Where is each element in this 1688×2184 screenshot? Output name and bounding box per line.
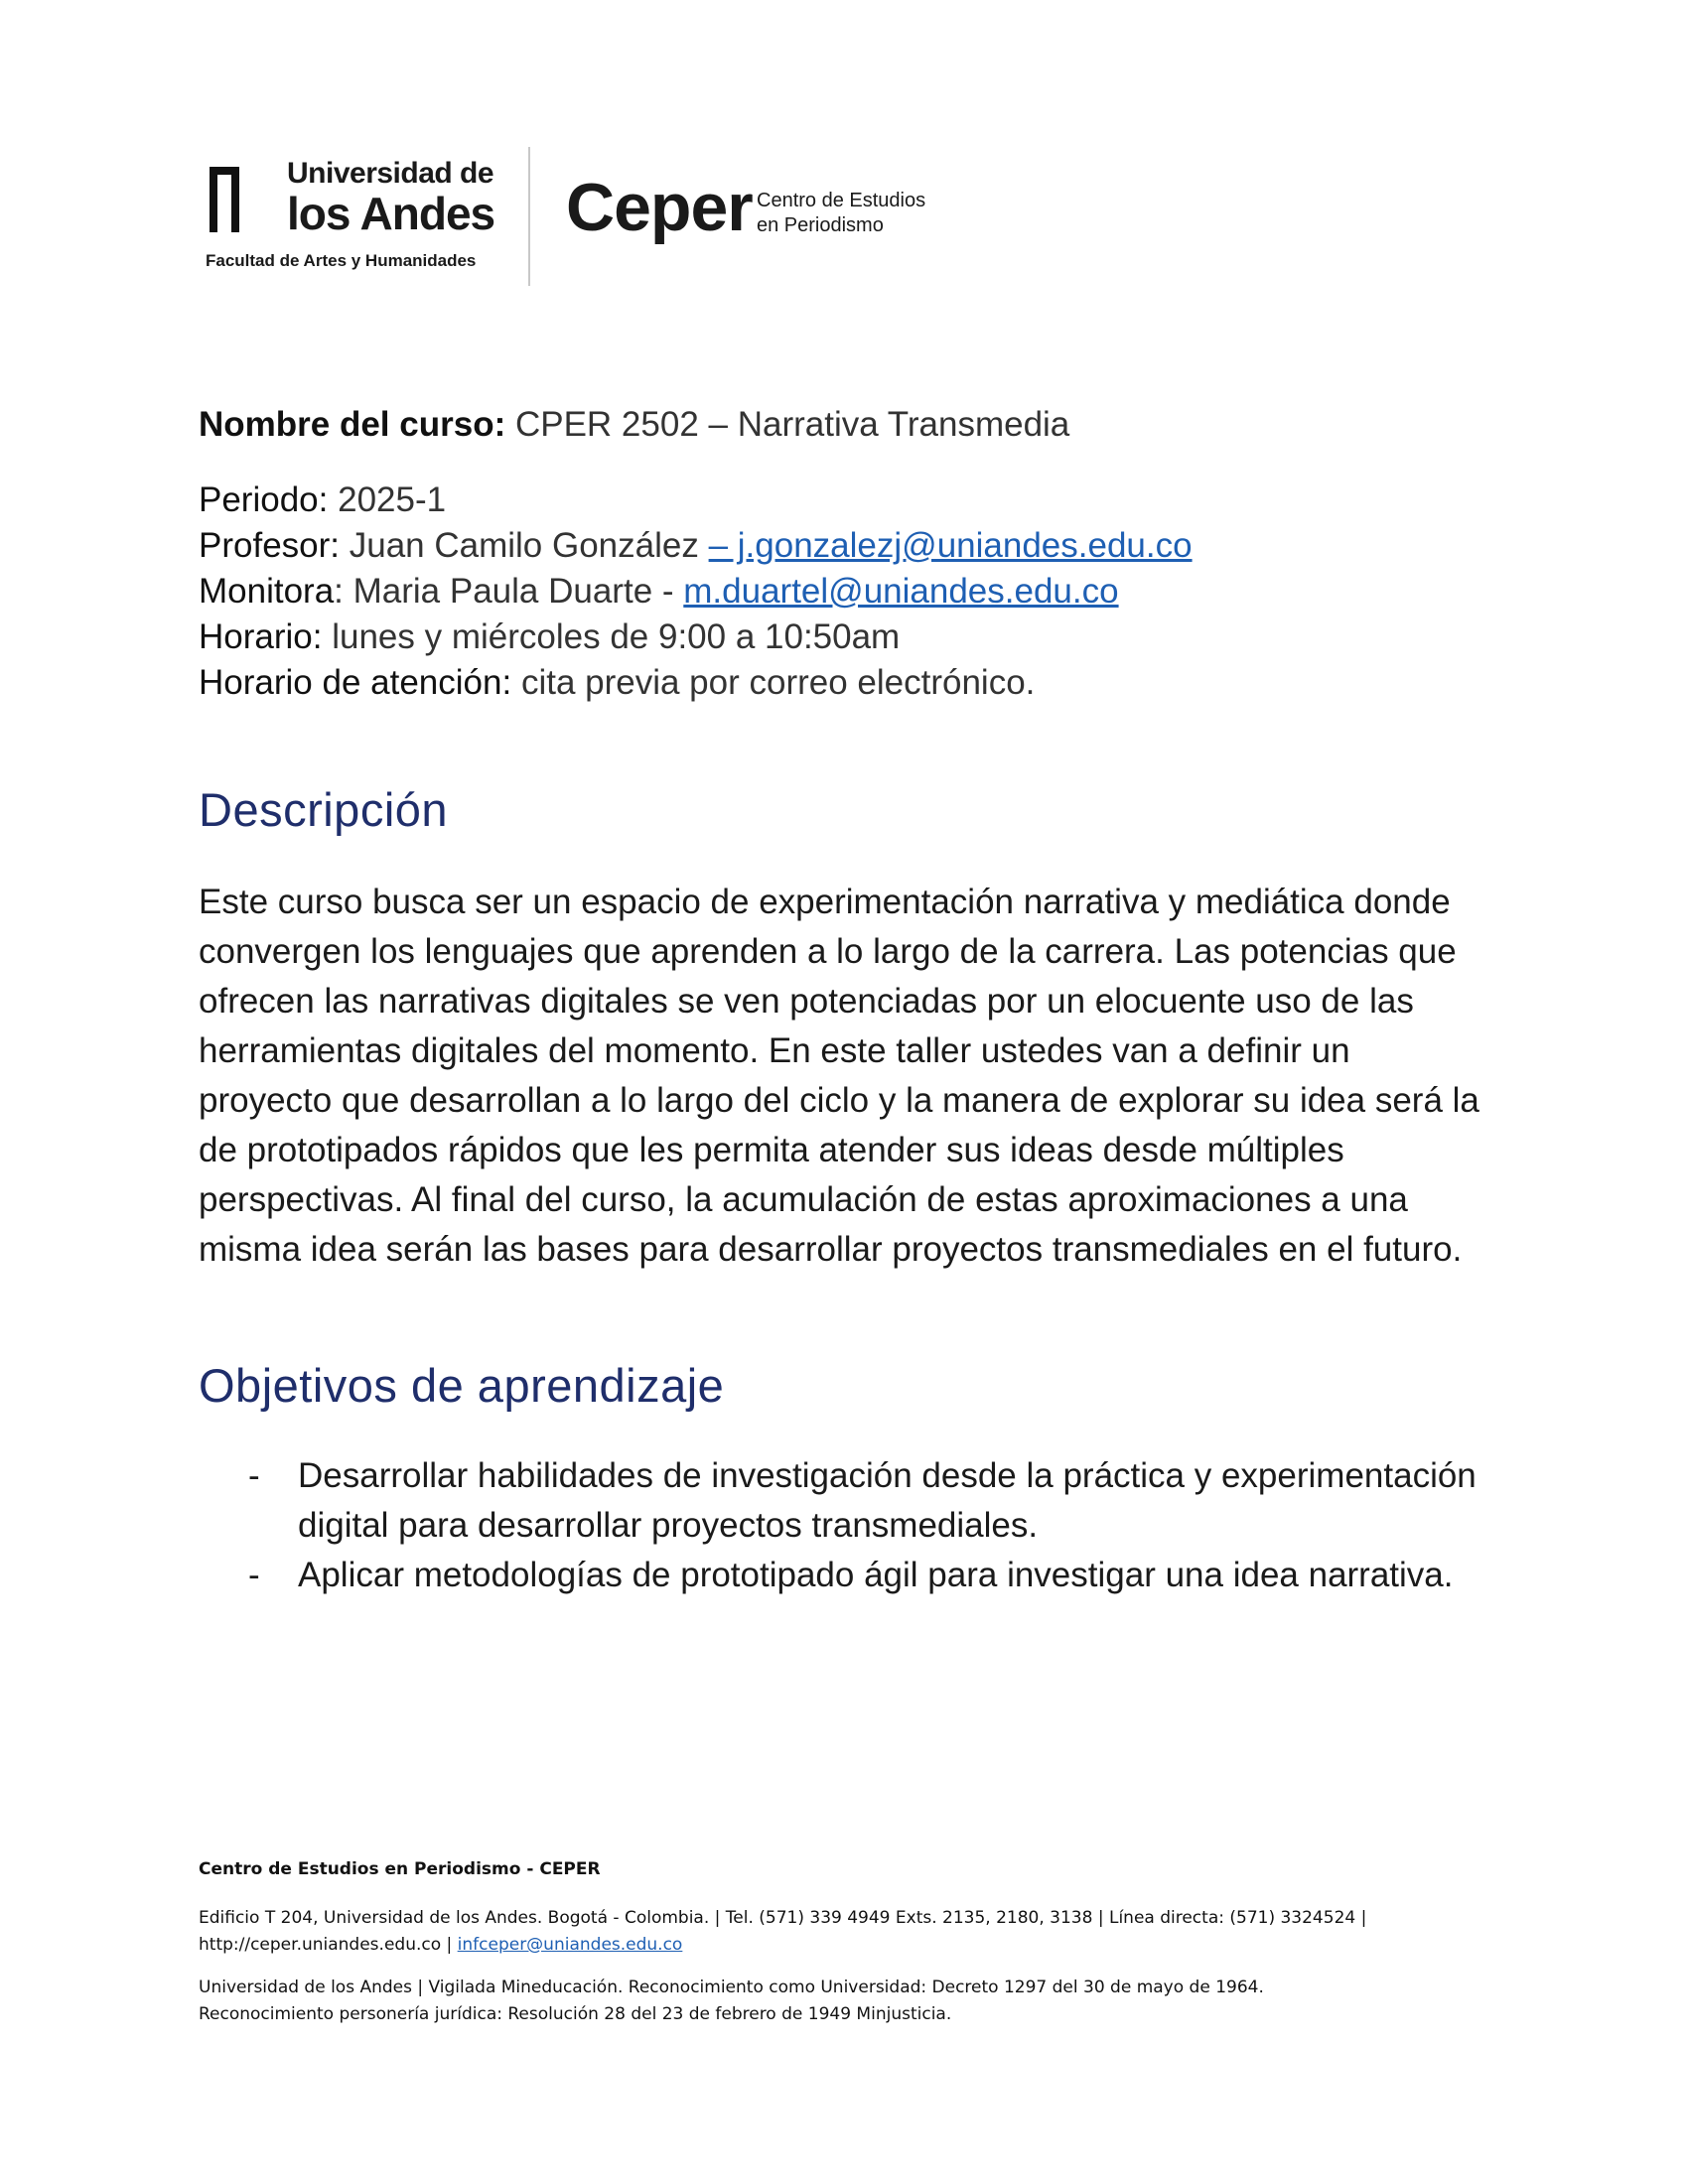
bullet-dash: - xyxy=(248,1556,260,1594)
objectives-list xyxy=(248,1451,1489,1600)
footer-legal xyxy=(199,1975,1529,2028)
footer-address: Edificio T 204, Universidad de los Andes. Bogotá - Colombia. | Tel. (571) 339 4949 Exts. 2135, 2180, 3138 | Línea directa: (571) 3324524 | xyxy=(199,1908,1367,1928)
uniandes-logo xyxy=(204,157,501,276)
faculty-name: Facultad de Artes y Humanidades xyxy=(206,251,477,270)
schedule xyxy=(199,614,1509,660)
professor-email-link[interactable]: – j.gonzalezj@uniandes.edu.co xyxy=(708,526,1193,565)
office-hours xyxy=(199,660,1509,706)
university-name-line1: Universidad de xyxy=(287,157,494,190)
description-body: Este curso busca ser un espacio de experimentación narrativa y mediática donde convergen los lenguajes que aprenden a lo largo de la carrera. Las potencias que ofrecen las narrativas digitales se ven potenciadas por un elocuente uso de las herramientas digitales del momento. En este taller ustedes van a definir un proyecto que desarrollan a lo largo del ciclo y la manera de explorar su idea será la de prototipados rápidos que les permita atender sus ideas desde múltiples perspectivas. Al final del curso, la acumulación de estas aproximaciones a una misma idea serán las bases para desarrollar proyectos transmediales en el futuro. xyxy=(199,883,1479,1269)
schedule-value: lunes y miércoles de 9:00 a 10:50am xyxy=(332,617,901,656)
period-value: 2025-1 xyxy=(338,480,447,519)
monitor-name: : Maria Paula Duarte - xyxy=(334,572,674,611)
description-heading: Descripción xyxy=(199,783,449,836)
course-info xyxy=(199,405,1509,706)
footer-legal-line1: Universidad de los Andes | Vigilada Mineducación. Reconocimiento como Universidad: Decreto 1297 del 30 de mayo de 1964. xyxy=(199,1978,1264,1997)
footer-title: Centro de Estudios en Periodismo - CEPER xyxy=(199,1859,601,1879)
professor-label: Profesor: xyxy=(199,526,340,565)
footer-email-link[interactable]: infceper@uniandes.edu.co xyxy=(457,1935,683,1955)
objective-item xyxy=(248,1451,1489,1551)
footer-legal-line2: Reconocimiento personería jurídica: Resolución 28 del 23 de febrero de 1949 Minjusticia. xyxy=(199,2004,952,2024)
office-hours-value: cita previa por correo electrónico. xyxy=(520,663,1036,702)
period xyxy=(199,478,1509,523)
footer-website: http://ceper.uniandes.edu.co | xyxy=(199,1935,453,1955)
logo-divider xyxy=(528,147,530,286)
course-name xyxy=(199,405,1509,445)
ceper-logo-subtitle xyxy=(757,189,925,238)
professor xyxy=(199,523,1509,569)
monitor xyxy=(199,569,1509,614)
footer xyxy=(199,1859,1529,2044)
monitor-label: Monitora xyxy=(199,572,335,611)
footer-contact xyxy=(199,1905,1529,1959)
ceper-subtitle-line2: en Periodismo xyxy=(757,214,884,236)
ceper-subtitle-line1: Centro de Estudios xyxy=(757,190,926,211)
objective-text: Aplicar metodologías de prototipado ágil para investigar una idea narrativa. xyxy=(298,1556,1454,1594)
ceper-logo: Ceper xyxy=(566,170,753,245)
uniandes-crest-icon xyxy=(204,163,245,242)
course-name-label: Nombre del curso: xyxy=(199,405,506,444)
course-name-value: CPER 2502 – Narrativa Transmedia xyxy=(514,405,1070,444)
monitor-email-link[interactable]: m.duartel@uniandes.edu.co xyxy=(683,572,1119,611)
schedule-label: Horario: xyxy=(199,617,323,656)
bullet-dash: - xyxy=(248,1456,260,1495)
period-label: Periodo: xyxy=(199,480,329,519)
university-name-line2: los Andes xyxy=(287,188,495,239)
objectives-heading: Objetivos de aprendizaje xyxy=(199,1359,725,1412)
professor-name: Juan Camilo González xyxy=(349,526,699,565)
objective-text: Desarrollar habilidades de investigación desde la práctica y experimentación digital para desarrollar proyectos transmediales. xyxy=(298,1456,1477,1545)
objective-item xyxy=(248,1551,1489,1600)
office-hours-label: Horario de atención: xyxy=(199,663,512,702)
